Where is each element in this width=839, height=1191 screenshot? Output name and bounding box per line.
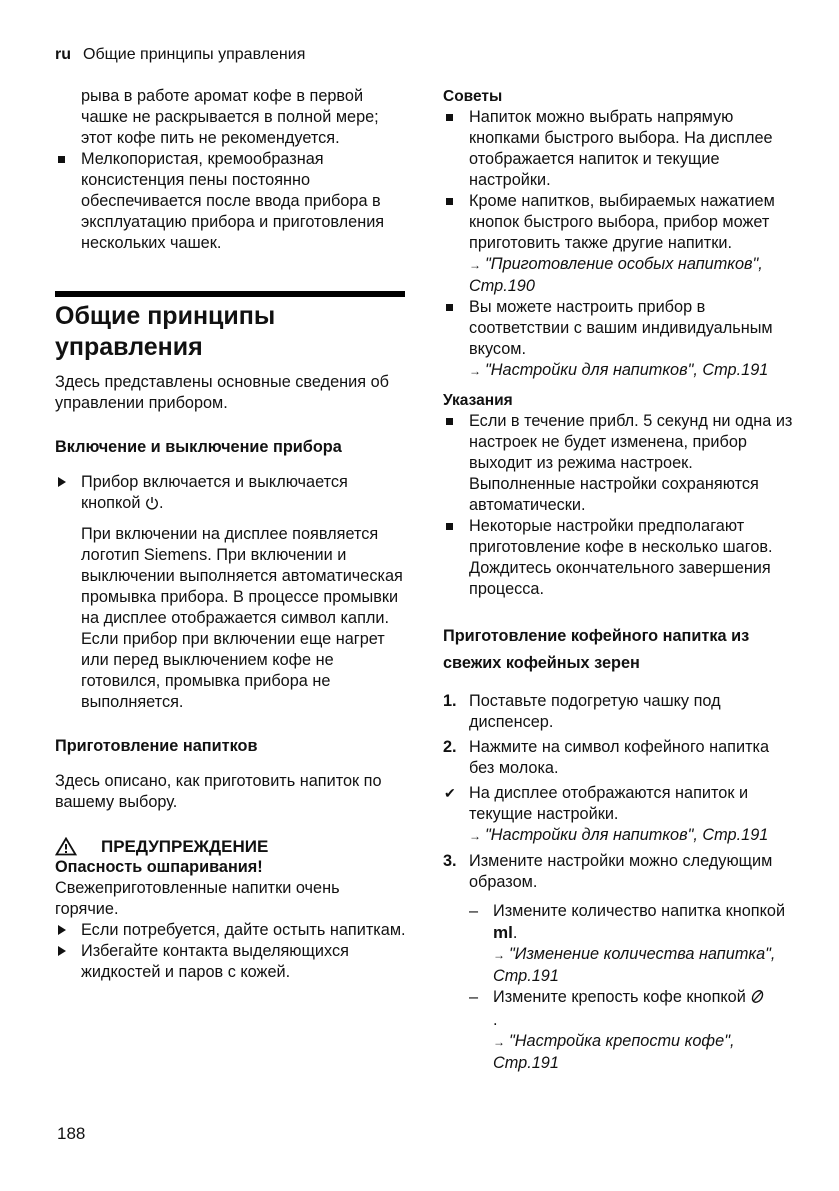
coffee-strength-icon <box>750 989 765 1010</box>
action-arrow-icon <box>58 477 66 487</box>
cross-reference-link[interactable]: → "Настройка крепости кофе", Стр.191 <box>493 1032 735 1072</box>
step-number: 2. <box>443 738 457 756</box>
power-icon <box>145 495 159 516</box>
section-intro: Здесь представлены основные сведения об управлении прибором. <box>55 373 389 412</box>
note-item: Если в течение прибл. 5 секунд ни одна из настроек не будет изменена, прибор выходит из режима настроек. Выполненные настройки сохраняются автоматически. <box>443 411 793 516</box>
drinks-heading: Приготовление напитков <box>55 737 258 755</box>
notes-heading: Указания <box>443 392 513 409</box>
foam-text: Мелкопористая, кремообразная консистенция пены постоянно обеспечивается после ввода прибора в эксплуатацию прибора и приготовления нескольких чашек. <box>81 150 385 252</box>
power-step: Прибор включается и выключается кнопкой . <box>55 472 407 516</box>
arrow-right-icon: → <box>469 364 481 378</box>
power-description: При включении на дисплее появляется логотип Siemens. При включении и выключении выполняется автоматическая промывка прибора. В процессе промывки на дисплее отображается символ капли. Если прибор при включении еще нагрет или перед выключением кофе не готовился, промывка прибора не выполняется. <box>81 525 403 711</box>
continued-bullet-text: рыва в работе аромат кофе в первой чашке не раскрывается в полной мере; этот кофе пить не рекомендуется. <box>81 87 379 147</box>
tip-item: Кроме напитков, выбираемых нажатием кнопок быстрого выбора, прибор может приготовить также другие напитки. → "Приготовление особых напитков", Стр.190 <box>443 191 793 297</box>
warning-title <box>55 836 407 857</box>
running-header <box>55 45 305 65</box>
dash-bullet: – <box>469 988 479 1006</box>
cross-reference-link[interactable]: → "Настройки для напитков", Стр.191 <box>469 361 769 379</box>
cross-reference-link[interactable]: → "Приготовление особых напитков", Стр.190 <box>469 255 763 295</box>
note-item: Некоторые настройки предполагают приготовление кофе в несколько шагов. Дождитесь окончательного завершения процесса. <box>443 516 793 600</box>
warning-triangle-icon <box>55 837 77 856</box>
tip-item: Вы можете настроить прибор в соответствии с вашим индивидуальным вкусом. → "Настройки для напитков", Стр.191 <box>443 297 793 382</box>
warning-action: Если потребуется, дайте остыть напиткам. <box>55 920 407 941</box>
square-bullet-icon <box>446 418 453 425</box>
cross-reference-link[interactable]: → "Настройки для напитков", Стр.191 <box>469 826 769 844</box>
step-number: 3. <box>443 852 457 870</box>
header-title: Общие принципы управления <box>83 46 306 63</box>
drinks-intro: Здесь описано, как приготовить напиток по вашему выбору. <box>55 772 382 811</box>
cross-reference-link[interactable]: → "Изменение количества напитка", Стр.191 <box>493 945 776 985</box>
tip-item: Напиток можно выбрать напрямую кнопками быстрого выбора. На дисплее отображается напиток и текущие настройки. <box>443 107 793 191</box>
sub-step-item: – Измените крепость кофе кнопкой . → "Настройка крепости кофе", Стр.191 <box>443 987 793 1074</box>
power-heading: Включение и выключение прибора <box>55 438 342 456</box>
arrow-right-icon: → <box>493 1035 505 1049</box>
section-rule <box>55 291 405 297</box>
section-title: Общие принципы управления <box>55 302 276 361</box>
right-column <box>443 86 793 1074</box>
step-number: 1. <box>443 692 457 710</box>
ml-button-label: ml <box>493 923 513 942</box>
sub-step-item: – Измените количество напитка кнопкой ml. → "Изменение количества напитка", Стр.191 <box>443 901 793 987</box>
warning-action: Избегайте контакта выделяющихся жидкостей и паров с кожей. <box>55 941 407 983</box>
arrow-right-icon: → <box>469 258 481 272</box>
dash-bullet: – <box>469 902 479 920</box>
arrow-right-icon: → <box>469 829 481 843</box>
language-code: ru <box>55 46 71 63</box>
tips-heading: Советы <box>443 88 503 105</box>
square-bullet-icon <box>446 114 453 121</box>
step-item: 2. Нажмите на символ кофейного напитка без молока. <box>443 738 770 777</box>
action-arrow-icon <box>58 925 66 935</box>
step-item: 3. Измените настройки можно следующим образом. <box>443 852 773 891</box>
warning-text: Свежеприготовленные напитки очень горячие. <box>55 879 340 918</box>
step-item: 1. Поставьте подогретую чашку под диспенсер. <box>443 692 721 731</box>
square-bullet-icon <box>446 198 453 205</box>
warning-label: ПРЕДУПРЕЖДЕНИЕ <box>101 837 269 856</box>
result-item: ✔ На дисплее отображаются напиток и текущие настройки. → "Настройки для напитков", Стр.191 <box>443 783 793 847</box>
fresh-beans-heading: Приготовление кофейного напитка из свежих кофейных зерен <box>443 627 750 672</box>
list-item <box>55 149 407 254</box>
square-bullet-icon <box>446 523 453 530</box>
action-arrow-icon <box>58 946 66 956</box>
arrow-right-icon: → <box>493 948 505 962</box>
square-bullet-icon <box>58 156 65 163</box>
left-column <box>55 86 407 983</box>
hazard-text: Опасность ошпаривания! <box>55 858 263 876</box>
page-number: 188 <box>57 1124 86 1143</box>
checkmark-icon: ✔ <box>444 785 456 801</box>
square-bullet-icon <box>446 304 453 311</box>
